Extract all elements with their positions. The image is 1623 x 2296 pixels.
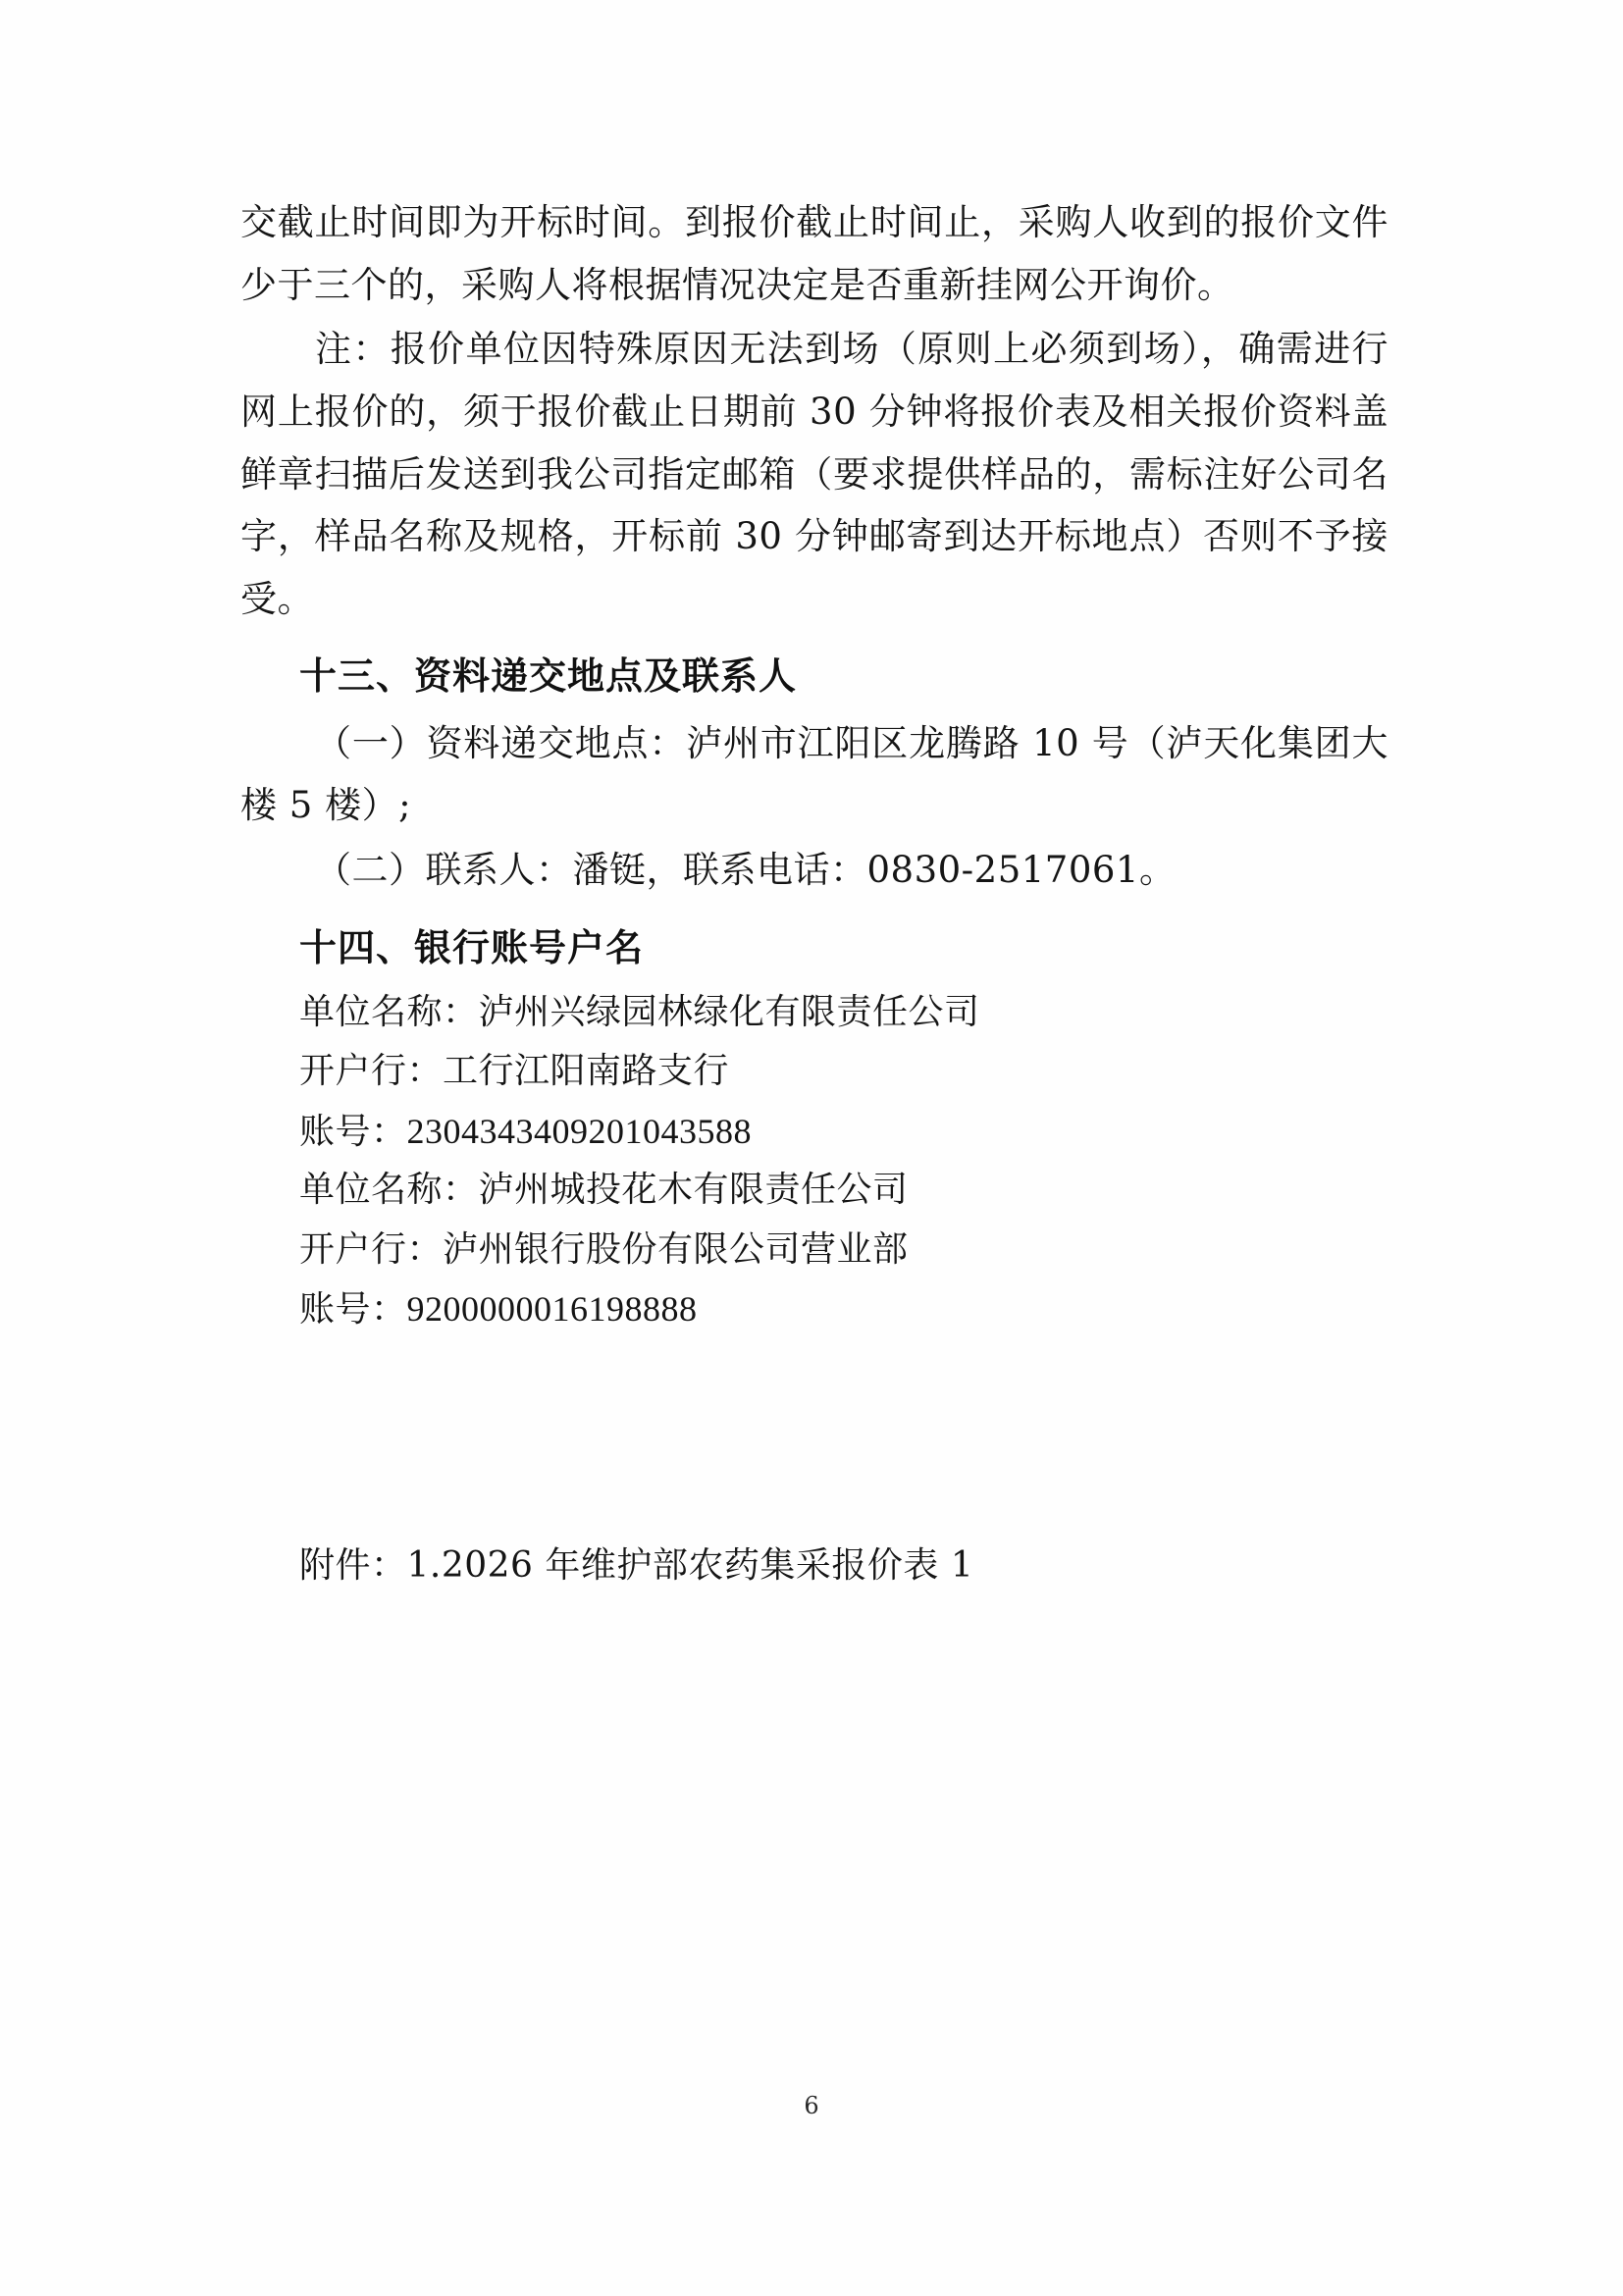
- bank-2-branch: 开户行：泸州银行股份有限公司营业部: [299, 1228, 909, 1270]
- bank-1-account-number: 账号：2304343409201043588: [299, 1111, 753, 1151]
- paragraph-note: 注：报价单位因特殊原因无法到场（原则上必须到场），确需进行网上报价的，须于报价截止日期前 30 分钟将报价表及相关报价资料盖鲜章扫描后发送到我公司指定邮箱（要求提供样品的，需标注好公司名字，样品名称及规格，开标前 30 分钟邮寄到达开标地点）否则不予接受。: [240, 328, 1388, 620]
- vertical-spacer: [240, 1339, 1388, 1536]
- bank-1-company-name: 单位名称：泸州兴绿园林绿化有限责任公司: [299, 991, 980, 1032]
- contact-person: （二）联系人：潘铤，联系电话：0830-2517061。: [315, 848, 1177, 891]
- paragraph-deadline: 交截止时间即为开标时间。到报价截止时间止，采购人收到的报价文件少于三个的，采购人将根据情况决定是否重新挂网公开询价。: [240, 201, 1388, 306]
- submission-location: （一）资料递交地点：泸州市江阳区龙腾路 10 号（泸天化集团大楼 5 楼）;: [240, 721, 1388, 827]
- bank-1-branch: 开户行：工行江阳南路支行: [299, 1051, 730, 1092]
- bank-2-company-name: 单位名称：泸州城投花木有限责任公司: [299, 1170, 909, 1211]
- page-number: 6: [804, 2092, 819, 2119]
- bank-2-account-number: 账号：9200000016198888: [299, 1289, 698, 1330]
- section-heading-14: 十四、银行账号户名: [299, 924, 645, 969]
- page-content: [240, 191, 1388, 1595]
- attachment-line: 附件：1.2026 年维护部农药集采报价表 1: [299, 1544, 974, 1586]
- section-heading-13: 十三、资料递交地点及联系人: [299, 653, 798, 699]
